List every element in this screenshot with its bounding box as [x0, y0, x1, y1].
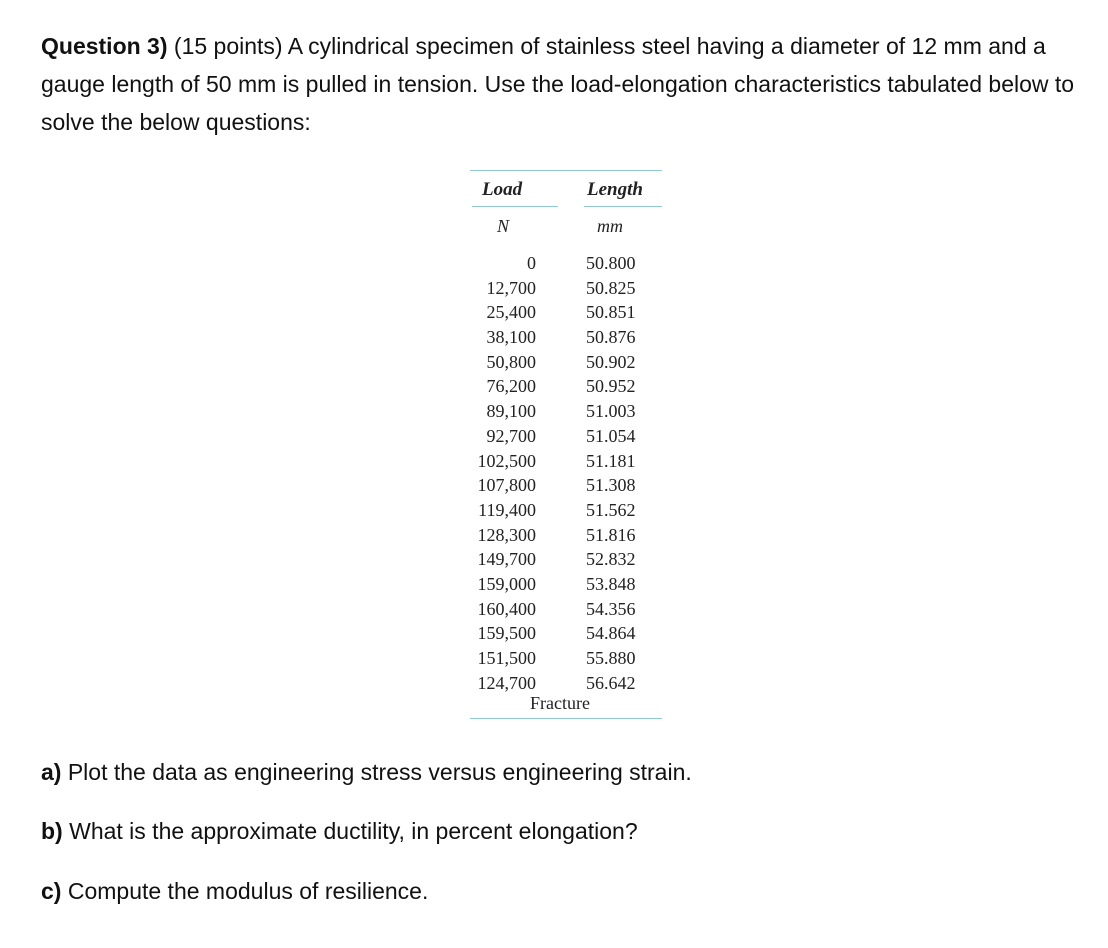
table-row — [470, 351, 662, 376]
table-row — [470, 622, 662, 647]
length-cell: 50.825 — [586, 277, 636, 298]
load-cell: 151,500 — [477, 648, 536, 668]
table-row — [470, 598, 662, 623]
load-cell: 159,500 — [477, 623, 536, 644]
part-a — [41, 757, 692, 787]
load-cell: 38,100 — [486, 327, 536, 348]
load-cell: 0 — [527, 253, 536, 273]
table-bottom-rule — [470, 718, 662, 719]
table-row — [470, 647, 662, 672]
load-cell: 102,500 — [477, 450, 536, 471]
length-cell: 50.851 — [586, 302, 636, 323]
length-cell: 50.902 — [586, 351, 636, 372]
load-cell: 50,800 — [486, 351, 536, 372]
table-body — [470, 252, 662, 696]
length-cell: 54.864 — [586, 623, 636, 644]
length-cell: 51.054 — [586, 425, 636, 446]
question-number: Question 3) — [41, 33, 168, 59]
table-row — [470, 375, 662, 400]
length-cell: 50.876 — [586, 327, 636, 348]
length-cell: 51.181 — [586, 450, 636, 471]
part-a-label: a) — [41, 759, 62, 785]
table-row — [470, 301, 662, 326]
load-cell: 119,400 — [478, 499, 536, 520]
table-row — [470, 573, 662, 598]
unit-length: mm — [597, 216, 623, 236]
table-footer-fracture: Fracture — [530, 693, 590, 713]
length-cell: 51.003 — [586, 401, 636, 422]
length-cell: 54.356 — [586, 598, 636, 619]
table-row — [470, 524, 662, 549]
table-row — [470, 450, 662, 475]
length-cell: 50.800 — [586, 253, 636, 273]
length-cell: 53.848 — [586, 573, 636, 594]
load-cell: 159,000 — [477, 573, 536, 594]
header-length: Length — [587, 179, 643, 200]
load-cell: 107,800 — [477, 475, 536, 496]
part-c-text: Compute the modulus of resilience. — [61, 878, 429, 904]
load-cell: 92,700 — [486, 425, 536, 446]
table-top-rule — [470, 170, 662, 171]
part-b-label: b) — [41, 818, 63, 844]
table-row — [470, 252, 662, 277]
length-cell: 52.832 — [586, 549, 636, 570]
table-row — [470, 277, 662, 302]
load-cell: 12,700 — [486, 277, 536, 298]
header-rule-length — [584, 206, 662, 207]
part-a-text: Plot the data as engineering stress versus engineering strain. — [61, 759, 692, 785]
header-load: Load — [482, 179, 523, 200]
table-row — [470, 548, 662, 573]
length-cell: 56.642 — [586, 672, 636, 693]
header-rule-load — [472, 206, 558, 207]
part-c — [41, 876, 428, 906]
load-cell: 89,100 — [486, 401, 536, 422]
length-cell: 55.880 — [586, 648, 636, 668]
load-cell: 128,300 — [477, 524, 536, 545]
load-cell: 25,400 — [486, 302, 536, 323]
part-b-text: What is the approximate ductility, in percent elongation? — [62, 818, 638, 844]
table-row — [470, 474, 662, 499]
load-cell: 76,200 — [486, 376, 536, 397]
length-cell: 51.308 — [586, 475, 636, 496]
unit-load: N — [497, 216, 510, 236]
table-row — [470, 400, 662, 425]
question-body: (15 points) A cylindrical specimen of stainless steel having a diameter of 12 mm and a gauge length of 50 mm is pulled in tension. Use the load-elongation characteristics tabulated below to solve the below questions: — [41, 33, 1075, 135]
part-b — [41, 816, 638, 846]
load-cell: 124,700 — [477, 672, 536, 693]
load-cell: 149,700 — [477, 549, 536, 570]
length-cell: 51.816 — [586, 524, 636, 545]
table-row — [470, 425, 662, 450]
length-cell: 50.952 — [586, 376, 636, 397]
question-text — [41, 27, 1081, 141]
part-c-label: c) — [41, 878, 62, 904]
table-row — [470, 326, 662, 351]
length-cell: 51.562 — [586, 499, 636, 520]
load-cell: 160,400 — [477, 598, 536, 619]
table-row — [470, 499, 662, 524]
